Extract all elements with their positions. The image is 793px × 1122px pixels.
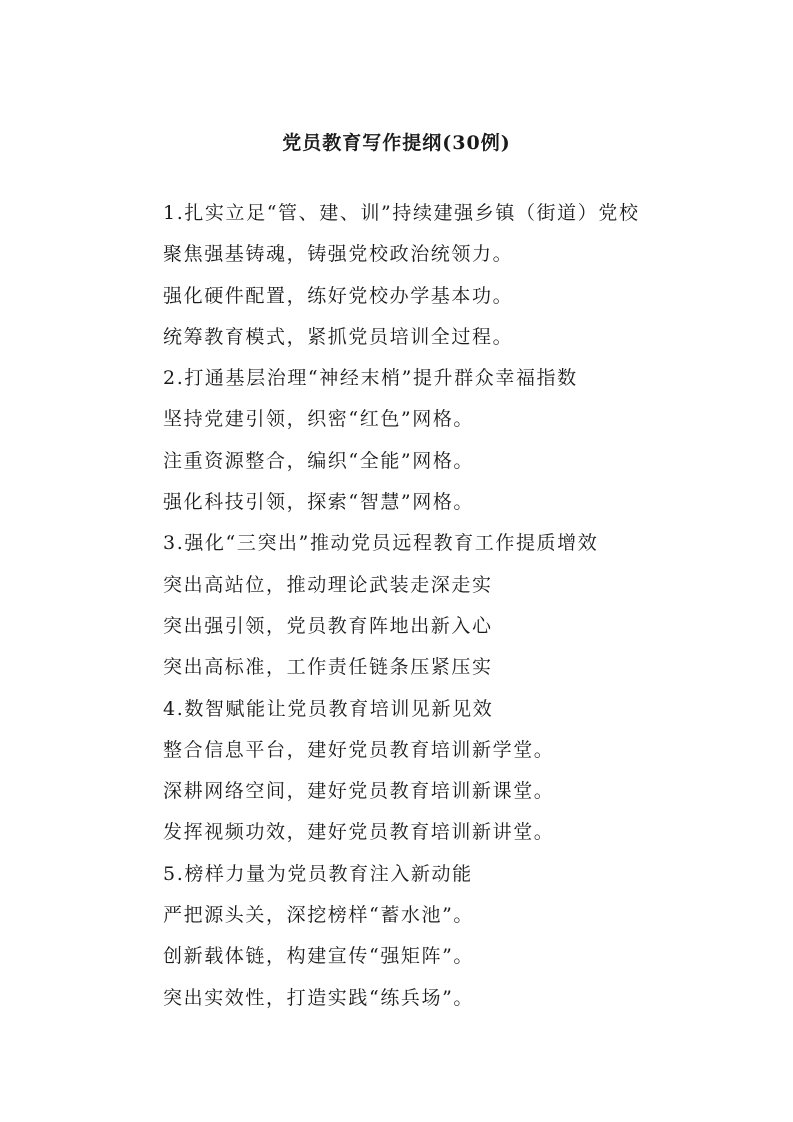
outline-item: 强化硬件配置，练好党校办学基本功。 [163, 284, 514, 307]
outline-item: 创新载体链，构建宣传“强矩阵”。 [163, 945, 475, 968]
outline-item: 突出强引领，党员教育阵地出新入心 [163, 614, 493, 637]
document-title: 党员教育写作提纲(30例) [282, 132, 511, 154]
outline-item: 注重资源整合，编织“全能”网格。 [163, 449, 475, 472]
outline-item: 严把源头关，深挖榜样“蓄水池”。 [163, 904, 475, 927]
outline-item: 发挥视频功效，建好党员教育培训新讲堂。 [163, 821, 555, 844]
outline-list [163, 198, 723, 1024]
section-heading: 1.扎实立足“管、建、训”持续建强乡镇（街道）党校 [163, 202, 640, 224]
outline-item: 坚持党建引领，织密“红色”网格。 [163, 408, 475, 431]
section-heading: 2.打通基层治理“神经末梢”提升群众幸福指数 [163, 367, 578, 390]
outline-item: 突出实效性，打造实践“练兵场”。 [163, 986, 475, 1009]
outline-item: 统筹教育模式，紧抓党员培训全过程。 [163, 325, 514, 348]
outline-item: 深耕网络空间，建好党员教育培训新课堂。 [163, 780, 555, 803]
outline-item: 突出高站位，推动理论武装走深走实 [163, 573, 493, 596]
outline-item: 强化科技引领，探索“智慧”网格。 [163, 491, 475, 514]
section-heading: 4.数智赋能让党员教育培训见新见效 [163, 697, 494, 720]
outline-item: 整合信息平台，建好党员教育培训新学堂。 [163, 738, 555, 761]
outline-item: 突出高标准，工作责任链条压紧压实 [163, 656, 493, 679]
section-heading: 3.强化“三突出”推动党员远程教育工作提质增效 [163, 532, 599, 555]
section-heading: 5.榜样力量为党员教育注入新动能 [163, 862, 473, 885]
outline-item: 聚焦强基铸魂，铸强党校政治统领力。 [163, 243, 514, 266]
